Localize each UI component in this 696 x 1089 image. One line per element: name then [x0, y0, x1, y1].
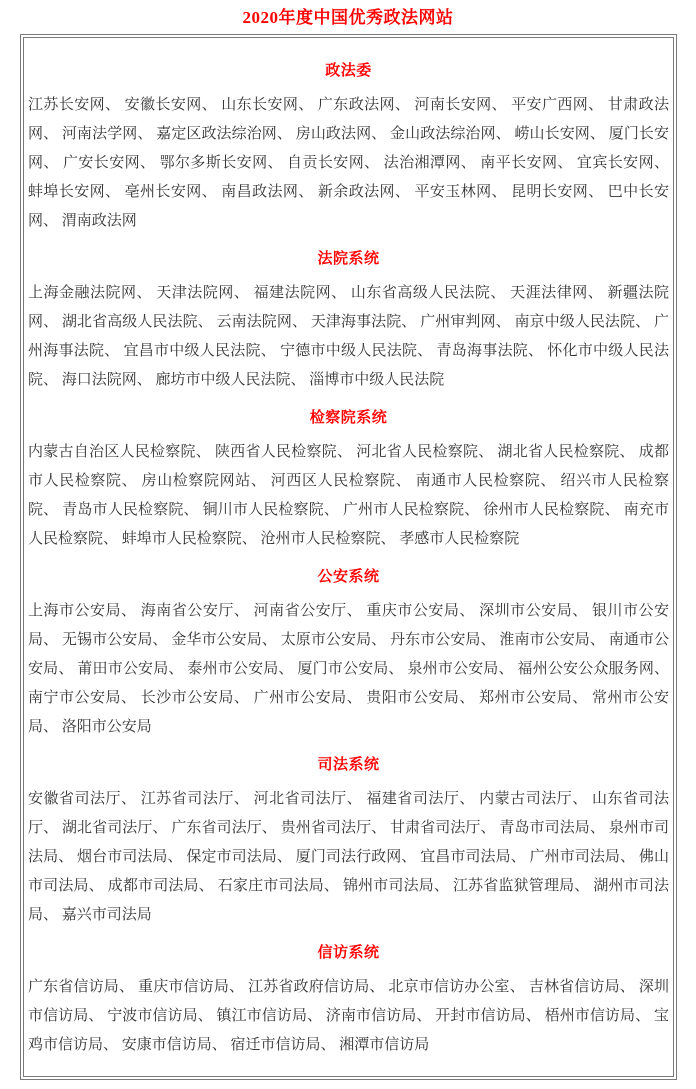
awards-list-box-inner	[23, 37, 674, 1077]
section-court-system	[28, 245, 669, 395]
page-title: 2020年度中国优秀政法网站	[242, 8, 454, 27]
section-heading-public-security-system: 公安系统	[317, 569, 380, 585]
section-public-security-system	[28, 563, 669, 742]
awards-list-box	[20, 34, 677, 1080]
section-body-politics-and-law-committee: 江苏长安网、 安徽长安网、 山东长安网、 广东政法网、 河南长安网、 平安广西网、 甘肃政法网、 河南法学网、 嘉定区政法综治网、 房山政法网、 金山政法综治网、 崂山长安网、 厦门长安网、 广安长安网、 鄂尔多斯长安网、 自贡长安网、 法治湘潭网、 南平长安网、 宜宾长安网、 蚌埠长安网、 亳州长安网、 南昌政法网、 新余政法网、 平安玉林网、 昆明长安网、 巴中长安网、 渭南政法网	[28, 97, 669, 229]
section-heading-petition-system: 信访系统	[317, 945, 380, 961]
section-heading-procuratorate-system: 检察院系统	[309, 410, 388, 426]
section-body-justice-system: 安徽省司法厅、 江苏省司法厅、 河北省司法厅、 福建省司法厅、 内蒙古司法厅、 山东省司法厅、 湖北省司法厅、 广东省司法厅、 贵州省司法厅、 甘肃省司法厅、 青岛市司法局、 泉州市司法局、 烟台市司法局、 保定市司法局、 厦门司法行政网、 宜昌市司法局、 广州市司法局、 佛山市司法局、 成都市司法局、 石家庄市司法局、 锦州市司法局、 江苏省监狱管理局、 湖州市司法局、 嘉兴市司法局	[28, 791, 669, 923]
section-heading-court-system: 法院系统	[317, 251, 380, 267]
section-body-court-system: 上海金融法院网、 天津法院网、 福建法院网、 山东省高级人民法院、 天涯法律网、 新疆法院网、 湖北省高级人民法院、 云南法院网、 天津海事法院、 广州审判网、 南京中级人民法院、 广州海事法院、 宜昌市中级人民法院、 宁德市中级人民法院、 青岛海事法院、 怀化市中级人民法院、 海口法院网、 廊坊市中级人民法院、 淄博市中级人民法院	[28, 285, 669, 388]
section-heading-politics-and-law-committee: 政法委	[325, 63, 372, 79]
section-procuratorate-system	[28, 404, 669, 554]
section-politics-and-law-committee	[28, 57, 669, 236]
section-body-public-security-system: 上海市公安局、 海南省公安厅、 河南省公安厅、 重庆市公安局、 深圳市公安局、 银川市公安局、 无锡市公安局、 金华市公安局、 太原市公安局、 丹东市公安局、 淮南市公安局、 南通市公安局、 莆田市公安局、 泰州市公安局、 厦门市公安局、 泉州市公安局、 福州公安公众服务网、 南宁市公安局、 长沙市公安局、 广州市公安局、 贵阳市公安局、 郑州市公安局、 常州市公安局、 洛阳市公安局	[28, 603, 669, 735]
section-petition-system	[28, 939, 669, 1060]
section-heading-justice-system: 司法系统	[317, 757, 380, 773]
section-body-petition-system: 广东省信访局、 重庆市信访局、 江苏省政府信访局、 北京市信访办公室、 吉林省信访局、 深圳市信访局、 宁波市信访局、 镇江市信访局、 济南市信访局、 开封市信访局、 梧州市信访局、 宝鸡市信访局、 安康市信访局、 宿迁市信访局、 湘潭市信访局	[28, 979, 669, 1053]
section-body-procuratorate-system: 内蒙古自治区人民检察院、 陕西省人民检察院、 河北省人民检察院、 湖北省人民检察院、 成都市人民检察院、 房山检察院网站、 河西区人民检察院、 南通市人民检察院、 绍兴市人民检察院、 青岛市人民检察院、 铜川市人民检察院、 广州市人民检察院、 徐州市人民检察院、 南充市人民检察院、 蚌埠市人民检察院、 沧州市人民检察院、 孝感市人民检察院	[28, 444, 669, 547]
section-justice-system	[28, 751, 669, 930]
page	[0, 7, 696, 1080]
